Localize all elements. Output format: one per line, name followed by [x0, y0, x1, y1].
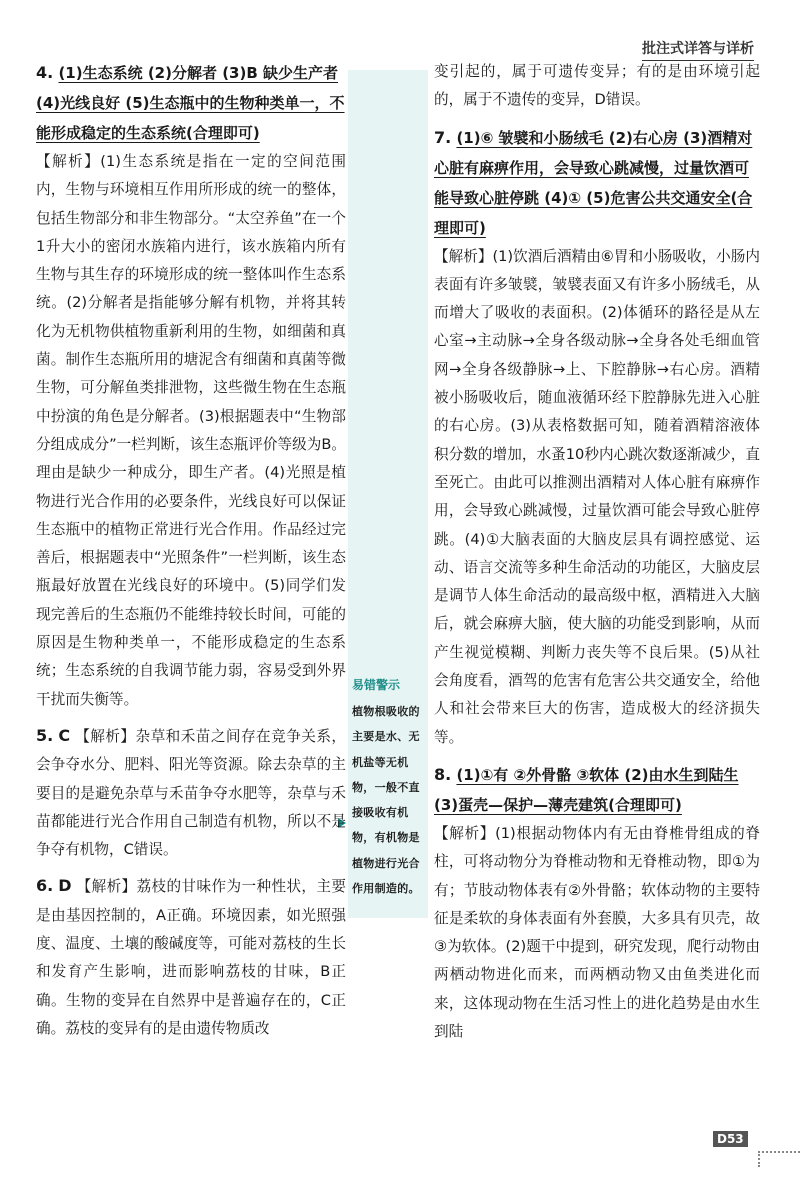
note-title: 易错警示	[352, 678, 401, 692]
question-7	[434, 123, 760, 752]
note-body: 植物根吸收的主要是水、无机盐等无机物，一般不直接吸收有机物，有机物是植物进行光合作用制造的。	[352, 705, 420, 896]
q7-analysis: 【解析】(1)饮酒后酒精由⑥胃和小肠吸收，小肠内表面有许多皱襞，皱襞表面又有许多小肠绒毛，从而增大了吸收的表面积。(2)体循环的路径是从左心室→主动脉→全身各级动脉→全身各处毛细血管网→全身各级静脉→上、下腔静脉→右心房。酒精被小肠吸收后，随血液循环经下腔静脉先进入心脏的右心房。(3)从表格数据可知，随着酒精溶液体积分数的增加，水蚤10秒内心跳次数逐渐减少，直至死亡。由此可以推测出酒精对人体心脏有麻痹作用，会导致心跳减慢，过量饮酒可能会导致心脏停跳。(4)①大脑表面的大脑皮层具有调控感觉、运动、语言交流等多种生命活动的功能区，大脑皮层是调节人体生命活动的最高级中枢，酒精进入大脑后，就会麻痹大脑，使大脑的功能受到影响，从而产生视觉模糊、判断力丧失等不良后果。(5)从社会角度看，酒驾的危害有危害公共交通安全，给他人和社会带来巨大的伤害，造成极大的经济损失等。	[434, 247, 760, 746]
q6-answer: D	[58, 876, 72, 896]
q5-analysis: 【解析】杂草和禾苗之间存在竞争关系，会争夺水分、肥料、阳光等资源。除去杂草的主要目的是避免杂草与禾苗争夺水肥等，杂草与禾苗都能进行光合作用自己制造有机物，所以不是争夺有机物，C错误。	[36, 727, 347, 859]
left-column	[36, 58, 346, 1051]
question-5: 5. C 【解析】杂草和禾苗之间存在竞争关系，会争夺水分、肥料、阳光等资源。除去杂草的主要目的是避免杂草与禾苗争夺水肥等，杂草与禾苗都能进行光合作用自己制造有机物，所以不是争夺有机物，C错误。	[36, 725, 347, 859]
corner-decoration	[758, 1151, 800, 1167]
question-6: 6. D 【解析】荔枝的甘味作为一种性状，主要是由基因控制的，A正确。环境因素，如光照强度、温度、土壤的酸碱度等，可能对荔枝的生长和发育产生影响，进而影响荔枝的甘味，B正确。生物的变异在自然界中是普遍存在的，C正确。荔枝的变异有的是由遗传物质改	[36, 876, 347, 1037]
right-column	[434, 58, 760, 1054]
q5-answer: C	[58, 725, 71, 745]
question-8	[434, 760, 760, 1046]
q8-answer: 8. (1)①有 ②外骨骼 ③软体 (2)由水生到陆生 (3)蛋壳—保护—薄壳建筑(合理即可)	[434, 764, 739, 814]
q7-answer: 7. (1)⑥ 皱襞和小肠绒毛 (2)右心房 (3)酒精对心脏有麻痹作用，会导致心跳减慢，过量饮酒可能导致心脏停跳 (4)① (5)危害公共交通安全(合理即可)	[434, 127, 753, 237]
question-4	[36, 58, 346, 714]
page-number: D53	[713, 1131, 748, 1147]
q6-analysis: 【解析】荔枝的甘味作为一种性状，主要是由基因控制的，A正确。环境因素，如光照强度、温度、土壤的酸碱度等，可能对荔枝的生长和发育产生影响，进而影响荔枝的甘味，B正确。生物的变异在自然界中是普遍存在的，C正确。荔枝的变异有的是由遗传物质改	[36, 878, 347, 1037]
error-warning-note	[352, 676, 428, 901]
q6-continuation: 变引起的，属于可遗传变异；有的是由环境引起的，属于不遗传的变异，D错误。	[434, 63, 760, 109]
page-header: 批注式详答与详析	[642, 38, 754, 61]
q8-analysis: 【解析】(1)根据动物体内有无由脊椎骨组成的脊柱，可将动物分为脊椎动物和无脊椎动物，即①为有；节肢动物体表有②外骨骼；软体动物的主要特征是柔软的身体表面有外套膜，大多具有贝壳，故③为软体。(2)题干中提到，研究发现，爬行动物由两栖动物进化而来，而两栖动物又由鱼类进化而来，这体现动物在生活习性上的进化趋势是由水生到陆	[434, 824, 760, 1041]
q4-analysis: 【解析】(1)生态系统是指在一定的空间范围内，生物与环境相互作用所形成的统一的整体，包括生物部分和非生物部分。“太空养鱼”在一个1升大小的密闭水族箱内进行，该水族箱内所有生物与其生存的环境形成的统一整体叫作生态系统。(2)分解者是指能够分解有机物，并将其转化为无机物供植物重新利用的生物，如细菌和真菌。制作生态瓶所用的塘泥含有细菌和真菌等微生物，可分解鱼类排泄物，这些微生物在生态瓶中扮演的角色是分解者。(3)根据题表中“生物部分组成成分”一栏判断，该生态瓶评价等级为B。理由是缺少一种成分，即生产者。(4)光照是植物进行光合作用的必要条件，光线良好可以保证生态瓶中的植物正常进行光合作用。作品经过完善后，根据题表中“光照条件”一栏判断，该生态瓶最好放置在光线良好的环境中。(5)同学们发现完善后的生态瓶仍不能维持较长时间，可能的原因是生物种类单一，不能形成稳定的生态系统；生态系统的自我调节能力弱，容易受到外界干扰而失衡等。	[36, 153, 346, 708]
q4-answer: 4. (1)生态系统 (2)分解者 (3)B 缺少生产者 (4)光线良好 (5)生态瓶中的生物种类单一，不能形成稳定的生态系统(合理即可)	[36, 63, 345, 142]
